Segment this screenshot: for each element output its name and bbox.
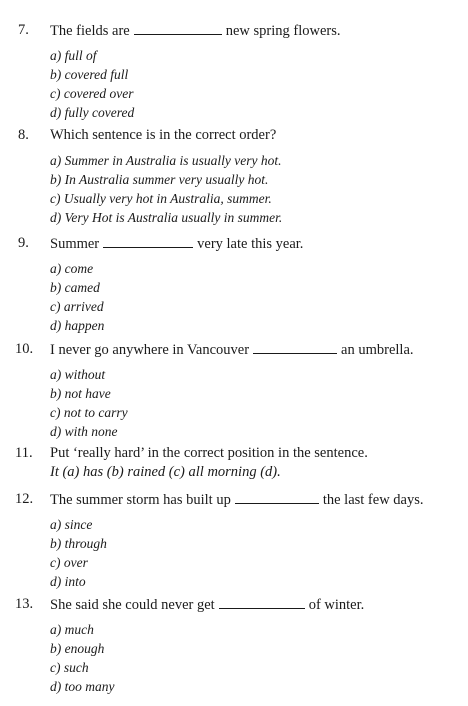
option-a[interactable]: a) full of [50,48,97,63]
option-list [0,515,468,591]
answer-blank[interactable] [103,233,193,248]
option-a[interactable]: a) much [50,622,94,637]
option-d[interactable]: d) with none [50,424,118,439]
option-c[interactable]: c) arrived [50,299,104,314]
option-b[interactable]: b) not have [50,386,111,401]
option-d[interactable]: d) too many [50,679,115,694]
question-text [50,339,414,360]
option-list [0,365,468,441]
option-c[interactable]: c) Usually very hot in Australia, summer. [50,191,272,206]
option-b[interactable]: b) camed [50,280,100,295]
option-d[interactable]: d) happen [50,318,105,333]
option-b[interactable]: b) covered full [50,67,129,82]
question-sentence: It (a) has (b) rained (c) all morning (d). [50,464,281,480]
question-number: 12. [15,491,34,507]
question-text-before: The summer storm has built up [50,492,231,508]
option-b[interactable]: b) through [50,536,107,551]
question-text: Put ‘really hard’ in the correct position in the sentence. [50,445,368,461]
question-text: Which sentence is in the correct order? [50,127,277,143]
option-a[interactable]: a) come [50,261,94,276]
question-text-before: She said she could never get [50,597,215,613]
answer-blank[interactable] [219,594,305,609]
answer-blank[interactable] [134,20,222,35]
question-line [0,443,468,463]
question-8 [0,125,468,227]
question-line [0,489,468,509]
option-d[interactable]: d) fully covered [50,105,135,120]
question-number: 11. [15,445,33,461]
option-b[interactable]: b) In Australia summer very usually hot. [50,172,269,187]
question-number: 8. [18,127,29,143]
option-d[interactable]: d) into [50,574,86,589]
question-line [0,20,468,40]
question-text-before: I never go anywhere in Vancouver [50,342,250,358]
question-text-before: The fields are [50,23,130,39]
question-7 [0,20,468,122]
question-text [50,594,364,615]
option-c[interactable]: c) covered over [50,86,134,101]
option-a[interactable]: a) since [50,517,93,532]
answer-blank[interactable] [235,489,319,504]
question-text-after: of winter. [308,597,365,613]
option-b[interactable]: b) enough [50,641,105,656]
question-text [50,489,424,510]
question-number: 9. [18,235,29,251]
question-line [0,233,468,253]
question-13 [0,594,468,696]
question-text [50,20,341,41]
question-11 [0,443,468,481]
question-9 [0,233,468,335]
question-line [0,594,468,614]
answer-blank[interactable] [253,339,337,354]
question-10 [0,339,468,441]
question-number: 10. [15,341,34,357]
question-12 [0,489,468,591]
question-text-after: the last few days. [322,492,424,508]
option-c[interactable]: c) over [50,555,88,570]
option-a[interactable]: a) without [50,367,106,382]
question-text [50,233,303,254]
question-line [0,339,468,359]
option-d[interactable]: d) Very Hot is Australia usually in summer. [50,210,283,225]
question-number: 7. [18,22,29,38]
option-c[interactable]: c) not to carry [50,405,128,420]
option-list [0,259,468,335]
question-text-after: very late this year. [197,236,304,252]
question-text-after: an umbrella. [341,342,414,358]
option-c[interactable]: c) such [50,660,89,675]
question-number: 13. [15,596,34,612]
option-list [0,151,468,227]
question-text-after: new spring flowers. [225,23,341,39]
option-list [0,620,468,696]
question-text-before: Summer [50,236,100,252]
option-list [0,46,468,122]
option-a[interactable]: a) Summer in Australia is usually very hot. [50,153,282,168]
question-line [0,125,468,145]
